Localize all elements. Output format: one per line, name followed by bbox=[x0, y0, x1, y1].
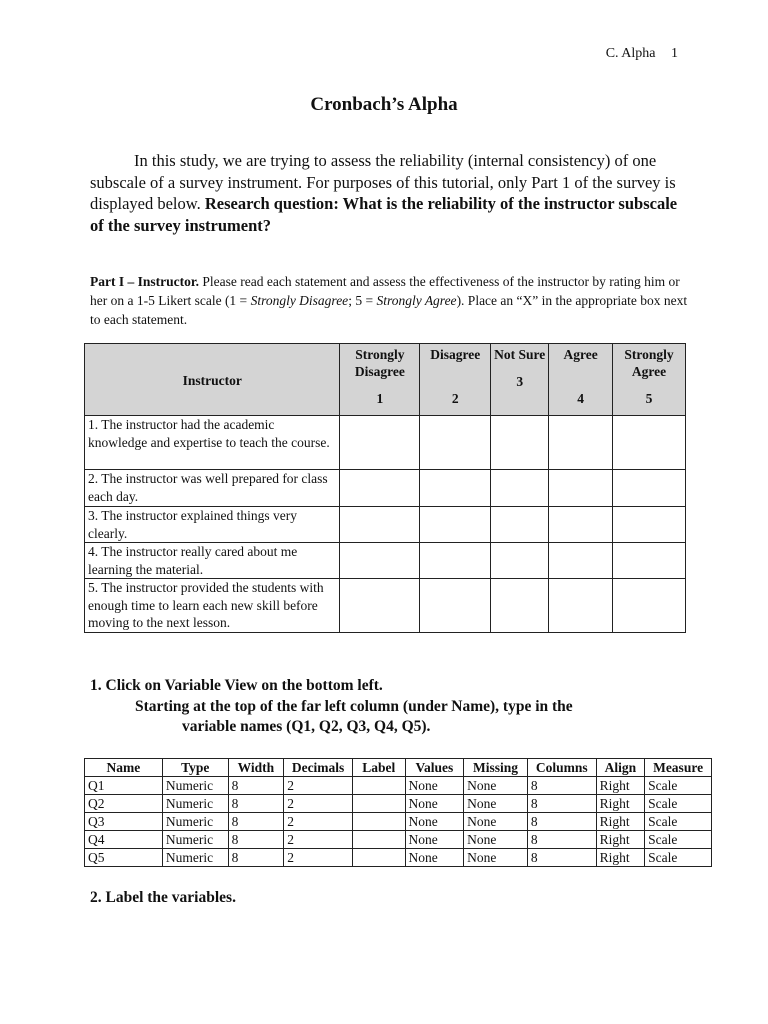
step-2: 2. Label the variables. bbox=[90, 889, 236, 906]
answer-cell[interactable] bbox=[420, 470, 491, 507]
likert-statement: 4. The instructor really cared about me learning the material. bbox=[85, 543, 340, 579]
variable-cell[interactable]: Numeric bbox=[162, 777, 228, 795]
part-emphasis: Strongly Agree bbox=[376, 293, 457, 308]
variable-cell[interactable]: Scale bbox=[645, 795, 712, 813]
likert-scale-header bbox=[340, 344, 420, 416]
variable-column-header: Values bbox=[405, 759, 464, 777]
table-row bbox=[85, 831, 712, 849]
answer-cell[interactable] bbox=[340, 416, 420, 470]
scale-value: 1 bbox=[376, 391, 384, 406]
scale-value: 2 bbox=[451, 391, 459, 406]
variable-cell[interactable]: 2 bbox=[284, 813, 353, 831]
variable-cell[interactable]: None bbox=[464, 831, 528, 849]
header-page-number: 1 bbox=[671, 46, 678, 61]
variable-cell[interactable]: None bbox=[464, 777, 528, 795]
variable-cell[interactable]: Numeric bbox=[162, 849, 228, 867]
variable-cell[interactable]: Right bbox=[596, 795, 645, 813]
variable-cell[interactable]: None bbox=[405, 813, 464, 831]
scale-label: Disagree bbox=[430, 347, 481, 362]
intro-paragraph bbox=[90, 150, 690, 236]
variable-cell[interactable] bbox=[352, 777, 405, 795]
variable-column-header: Type bbox=[162, 759, 228, 777]
likert-statement: 2. The instructor was well prepared for class each day. bbox=[85, 470, 340, 507]
part-text: ). Place an “X” in the appropriate box next to each statement. bbox=[90, 293, 688, 327]
scale-value: 3 bbox=[516, 374, 524, 389]
answer-cell[interactable] bbox=[340, 579, 420, 633]
step-1-line: variable names (Q1, Q2, Q3, Q4, Q5). bbox=[182, 718, 431, 735]
variable-cell[interactable]: 8 bbox=[228, 777, 284, 795]
answer-cell[interactable] bbox=[420, 579, 491, 633]
variable-column-header: Width bbox=[228, 759, 284, 777]
variable-column-header: Align bbox=[596, 759, 645, 777]
variable-cell[interactable]: Q4 bbox=[85, 831, 163, 849]
answer-cell[interactable] bbox=[420, 416, 491, 470]
variable-cell[interactable]: 2 bbox=[284, 849, 353, 867]
variable-column-header: Decimals bbox=[284, 759, 353, 777]
variable-cell[interactable]: 8 bbox=[228, 849, 284, 867]
page-title: Cronbach’s Alpha bbox=[310, 94, 458, 115]
likert-corner-header: Instructor bbox=[85, 344, 340, 416]
answer-cell[interactable] bbox=[340, 470, 420, 507]
likert-scale-header bbox=[491, 344, 549, 416]
answer-cell[interactable] bbox=[613, 416, 686, 470]
step-1-line: Starting at the top of the far left column (under Name), type in the bbox=[135, 697, 573, 715]
answer-cell[interactable] bbox=[613, 579, 686, 633]
variable-cell[interactable]: None bbox=[464, 795, 528, 813]
variable-cell[interactable]: Numeric bbox=[162, 795, 228, 813]
variable-cell[interactable]: None bbox=[405, 831, 464, 849]
variable-column-header: Missing bbox=[464, 759, 528, 777]
variable-column-header: Label bbox=[352, 759, 405, 777]
scale-label: Agree bbox=[563, 347, 598, 362]
variable-cell[interactable] bbox=[352, 849, 405, 867]
variable-cell[interactable]: Right bbox=[596, 813, 645, 831]
variable-cell[interactable]: 8 bbox=[228, 795, 284, 813]
answer-cell[interactable] bbox=[491, 416, 549, 470]
answer-cell[interactable] bbox=[613, 543, 686, 579]
variable-cell[interactable]: Numeric bbox=[162, 813, 228, 831]
answer-cell[interactable] bbox=[491, 507, 549, 543]
intro-text: In this study, we are trying to assess the reliability (internal consistency) of one subscale of a survey instrument. For purposes of this tutorial, only Part 1 of the survey is displayed below. bbox=[90, 151, 676, 213]
table-row bbox=[85, 813, 712, 831]
variable-cell[interactable]: 8 bbox=[228, 831, 284, 849]
variable-cell[interactable]: 2 bbox=[284, 831, 353, 849]
step-1-line: 1. Click on Variable View on the bottom left. bbox=[90, 677, 383, 694]
variable-cell[interactable]: Numeric bbox=[162, 831, 228, 849]
scale-label: Not Sure bbox=[494, 347, 546, 362]
header-author: C. Alpha bbox=[605, 46, 656, 61]
answer-cell[interactable] bbox=[491, 579, 549, 633]
variable-cell[interactable]: None bbox=[405, 777, 464, 795]
part-text: Please read each statement and assess the effectiveness of the instructor by rating him or her on a 1-5 Likert scale (1 = bbox=[90, 274, 680, 308]
table-row bbox=[85, 849, 712, 867]
variable-cell[interactable]: Q3 bbox=[85, 813, 163, 831]
variable-cell[interactable]: 8 bbox=[527, 813, 596, 831]
variable-cell[interactable]: 8 bbox=[527, 831, 596, 849]
variable-cell[interactable]: Right bbox=[596, 777, 645, 795]
variable-column-header: Columns bbox=[527, 759, 596, 777]
answer-cell[interactable] bbox=[549, 507, 613, 543]
likert-scale-header bbox=[420, 344, 491, 416]
answer-cell[interactable] bbox=[340, 507, 420, 543]
answer-cell[interactable] bbox=[549, 579, 613, 633]
variable-cell[interactable]: 8 bbox=[527, 777, 596, 795]
scale-label: Strongly Agree bbox=[624, 347, 674, 379]
answer-cell[interactable] bbox=[340, 543, 420, 579]
variable-cell[interactable]: 2 bbox=[284, 777, 353, 795]
likert-statement: 3. The instructor explained things very clearly. bbox=[85, 507, 340, 543]
research-question: Research question: What is the reliability of the instructor subscale of the survey instrument? bbox=[90, 194, 678, 235]
variable-cell[interactable] bbox=[352, 813, 405, 831]
answer-cell[interactable] bbox=[420, 507, 491, 543]
variable-cell[interactable]: None bbox=[464, 849, 528, 867]
likert-table bbox=[84, 343, 686, 633]
variable-cell[interactable]: None bbox=[405, 849, 464, 867]
scale-value: 5 bbox=[645, 391, 653, 406]
variable-cell[interactable]: 8 bbox=[228, 813, 284, 831]
part-instructions bbox=[90, 272, 690, 329]
answer-cell[interactable] bbox=[549, 470, 613, 507]
scale-label: Strongly Disagree bbox=[354, 347, 405, 379]
variable-cell[interactable]: Q1 bbox=[85, 777, 163, 795]
variable-cell[interactable]: 8 bbox=[527, 849, 596, 867]
variable-cell[interactable]: Right bbox=[596, 849, 645, 867]
answer-cell[interactable] bbox=[491, 543, 549, 579]
answer-cell[interactable] bbox=[613, 507, 686, 543]
variable-cell[interactable] bbox=[352, 795, 405, 813]
step-1 bbox=[90, 676, 710, 738]
scale-value: 4 bbox=[577, 391, 584, 406]
variable-view-table bbox=[84, 758, 712, 867]
part-heading: Part I – Instructor. bbox=[90, 274, 199, 289]
variable-cell[interactable]: Scale bbox=[645, 849, 712, 867]
answer-cell[interactable] bbox=[420, 543, 491, 579]
variable-column-header: Measure bbox=[645, 759, 712, 777]
variable-column-header: Name bbox=[85, 759, 163, 777]
part-text: ; 5 = bbox=[348, 293, 377, 308]
page-header bbox=[606, 46, 678, 62]
variable-cell[interactable]: Scale bbox=[645, 813, 712, 831]
table-row bbox=[85, 777, 712, 795]
variable-cell[interactable] bbox=[352, 831, 405, 849]
part-emphasis: Strongly Disagree bbox=[250, 293, 349, 308]
answer-cell[interactable] bbox=[549, 416, 613, 470]
variable-cell[interactable]: Q5 bbox=[85, 849, 163, 867]
answer-cell[interactable] bbox=[613, 470, 686, 507]
variable-cell[interactable]: 2 bbox=[284, 795, 353, 813]
likert-statement: 5. The instructor provided the students with enough time to learn each new skill before moving to the next lesson. bbox=[85, 579, 340, 633]
table-row bbox=[85, 795, 712, 813]
variable-cell[interactable]: Scale bbox=[645, 777, 712, 795]
variable-cell[interactable]: None bbox=[405, 795, 464, 813]
variable-cell[interactable]: 8 bbox=[527, 795, 596, 813]
likert-statement: 1. The instructor had the academic knowledge and expertise to teach the course. bbox=[85, 416, 340, 470]
variable-cell[interactable]: Scale bbox=[645, 831, 712, 849]
answer-cell[interactable] bbox=[549, 543, 613, 579]
variable-cell[interactable]: None bbox=[464, 813, 528, 831]
variable-cell[interactable]: Right bbox=[596, 831, 645, 849]
likert-scale-header bbox=[613, 344, 686, 416]
answer-cell[interactable] bbox=[491, 470, 549, 507]
variable-cell[interactable]: Q2 bbox=[85, 795, 163, 813]
likert-scale-header bbox=[549, 344, 613, 416]
